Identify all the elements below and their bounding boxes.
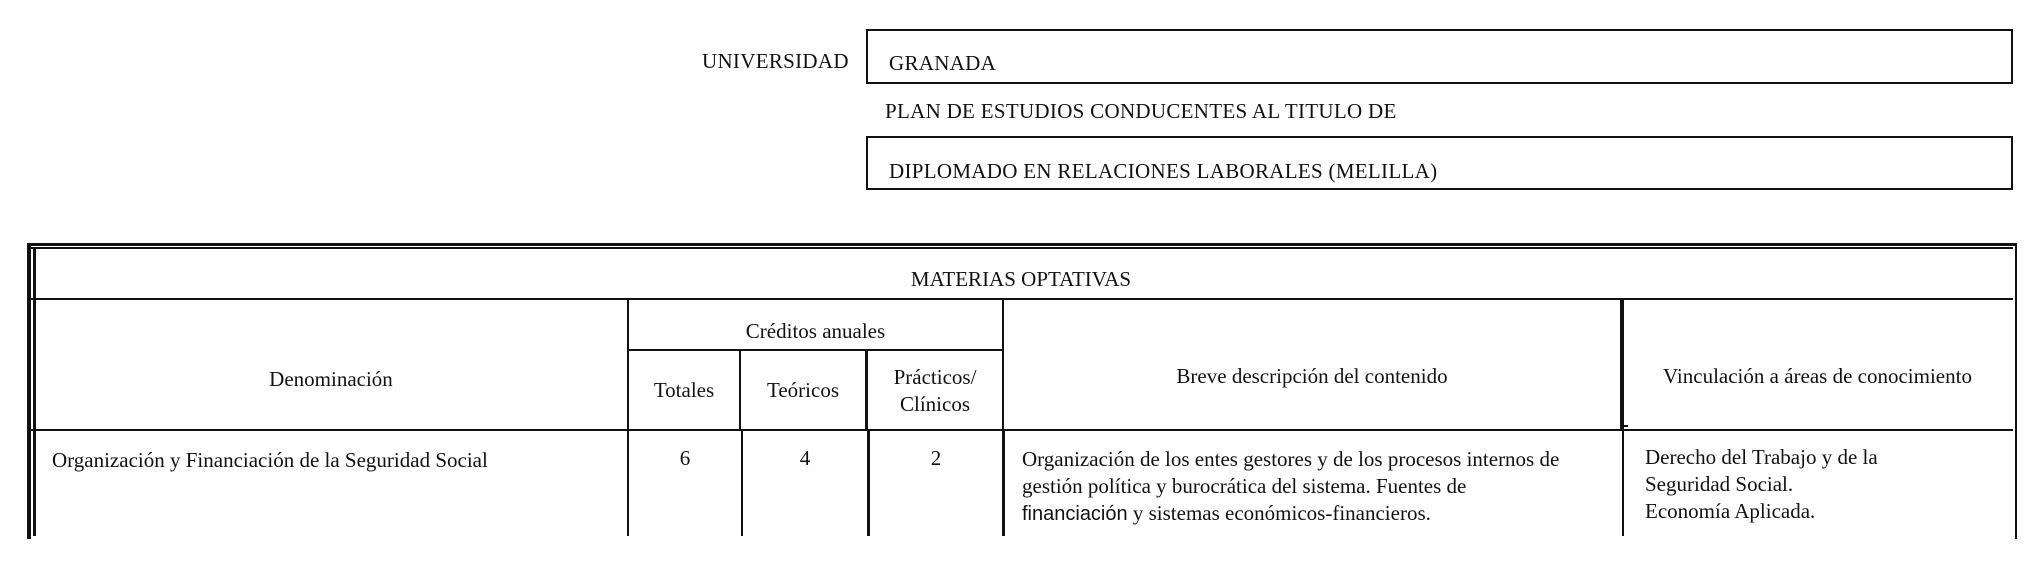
row-vinculacion-line2: Seguridad Social. xyxy=(1645,472,1794,496)
col-header-practicos xyxy=(868,364,1002,418)
degree-field-bottom-rule xyxy=(866,188,2013,190)
col-header-vinculacion: Vinculación a áreas de conocimiento xyxy=(1663,364,1972,388)
table-top-double-rule xyxy=(27,247,2013,249)
row-practicos: 2 xyxy=(930,446,942,470)
row-descripcion-bold-word: financiación xyxy=(1022,503,1128,525)
header-rule-tick xyxy=(1620,425,1628,427)
plan-label: PLAN DE ESTUDIOS CONDUCENTES AL TITULO DE xyxy=(885,99,1397,123)
row-totales: 6 xyxy=(679,446,691,470)
row-descripcion-line1: Organización de los entes gestores y de los procesos internos de xyxy=(1022,447,1560,471)
university-field xyxy=(866,29,2013,84)
degree-field xyxy=(866,136,2013,190)
col-header-practicos-line2: Clínicos xyxy=(899,392,970,416)
university-label: UNIVERSIDAD xyxy=(702,49,849,73)
col-header-descripcion: Breve descripción del contenido xyxy=(1176,364,1448,388)
col-header-denominacion: Denominación xyxy=(269,367,393,391)
body-col-divider-4 xyxy=(1002,431,1005,536)
row-descripcion xyxy=(1022,446,1614,528)
row-descripcion-line3-rest: y sistemas económicos-financieros. xyxy=(1127,501,1431,525)
row-vinculacion xyxy=(1645,444,2005,525)
col-header-practicos-line1: Prácticos/ xyxy=(893,365,977,389)
title-bottom-rule xyxy=(31,298,2013,300)
table-title: MATERIAS OPTATIVAS xyxy=(910,267,1132,291)
body-col-divider-5 xyxy=(1622,431,1624,536)
header-bottom-rule xyxy=(31,429,2013,431)
col-header-totales: Totales xyxy=(653,378,715,402)
degree-value: DIPLOMADO EN RELACIONES LABORALES (MELILLA) xyxy=(889,159,1438,183)
col-header-creditos: Créditos anuales xyxy=(745,319,886,343)
row-descripcion-line2: gestión política y burocrática del sistema. Fuentes de xyxy=(1022,474,1467,498)
row-vinculacion-line1: Derecho del Trabajo y de la xyxy=(1645,445,1878,469)
row-teoricos: 4 xyxy=(799,446,811,470)
row-denominacion: Organización y Financiación de la Seguridad Social xyxy=(52,448,488,472)
row-vinculacion-line3: Economía Aplicada. xyxy=(1645,499,1816,523)
creditos-sub-rule xyxy=(629,349,1003,351)
row-descripcion-line3 xyxy=(1022,500,1614,528)
col-header-teoricos: Teóricos xyxy=(766,378,839,402)
university-value: GRANADA xyxy=(889,51,997,75)
